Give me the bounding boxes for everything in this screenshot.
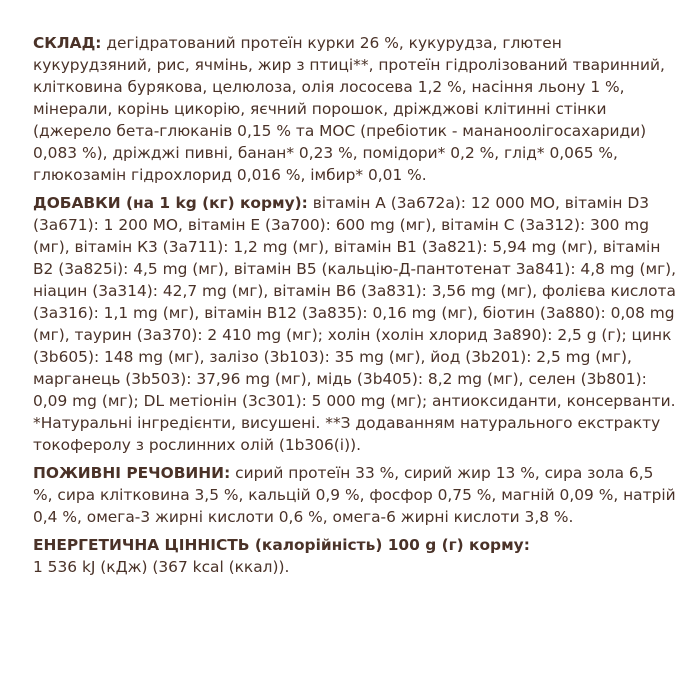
energy-heading: ЕНЕРГЕТИЧНА ЦІННІСТЬ (калорійність) 100 g (г) корму:	[33, 536, 530, 554]
energy-text: 1 536 kJ (кДж) (367 kcal (ккал)).	[33, 558, 290, 576]
additives-text: вітамін А (3a672a): 12 000 МО, вітамін D3 (3a671): 1 200 МО, вітамін Е (3a700): 600 mg (мг), вітамін С (3a312): 300 mg (мг), вітамін К3 (3a711): 1,2 mg (мг), вітамін В1 (3a821): 5,94 mg (мг), вітамін В2 (3a825i): 4,5 mg (мг), вітамін В5 (кальцію-Д-пантотенат 3a841): 4,8 mg (мг), ніацин (3a314): 42,7 mg (мг), вітамін В6 (3a831): 3,56 mg (мг), фолієва кислота (3a316): 1,1 mg (мг), вітамін В12 (3a835): 0,16 mg (мг), біотин (3a880): 0,08 mg (мг), таурин (3a370): 2 410 mg (мг); холін (холін хлорид 3a890): 2,5 g (г); цинк (3b605): 148 mg (мг), залізо (3b103): 35 mg (мг), йод (3b201): 2,5 mg (мг), марганець (3b503): 37,96 mg (мг), мідь (3b405): 8,2 mg (мг), селен (3b801): 0,09 mg (мг); DL метіонін (3c301): 5 000 mg (мг); антиоксиданти, консерванти.	[33, 194, 677, 410]
product-label-text	[33, 32, 677, 584]
additives-heading: ДОБАВКИ (на 1 kg (кг) корму):	[33, 194, 308, 212]
additives-section	[33, 192, 677, 456]
composition-section	[33, 32, 677, 186]
nutrients-section	[33, 462, 677, 528]
nutrients-heading: ПОЖИВНІ РЕЧОВИНИ:	[33, 464, 231, 482]
nutrients-text: сирий протеїн 33 %, сирий жир 13 %, сира зола 6,5 %, сира клітковина 3,5 %, кальцій 0,9 %, фосфор 0,75 %, магній 0,09 %, натрій 0,4 %, омега-3 жирні кислоти 0,6 %, омега-6 жирні кислоти 3,8 %.	[33, 464, 676, 526]
energy-section	[33, 534, 677, 578]
composition-text: дегідратований протеїн курки 26 %, кукурудза, глютен кукурудзяний, рис, ячмінь, жир з птиці**, протеїн гідролізований тваринний, клітковина бурякова, целюлоза, олія лососева 1,2 %, насіння льону 1 %, мінерали, корінь цикорію, яєчний порошок, дріжджові клітинні стінки (джерело бета-глюканів 0,15 % та MOC (пребіотик - мананоолігосахариди) 0,083 %), дріжджі пивні, банан* 0,23 %, помідори* 0,2 %, глід* 0,065 %, глюкозамін гідрохлорид 0,016 %, імбир* 0,01 %.	[33, 34, 665, 184]
composition-heading: СКЛАД:	[33, 34, 102, 52]
additives-footnote: *Натуральні інгредієнти, висушені. **З додаванням натурального екстракту токоферолу з рослинних олій (1b306(i)).	[33, 414, 661, 454]
